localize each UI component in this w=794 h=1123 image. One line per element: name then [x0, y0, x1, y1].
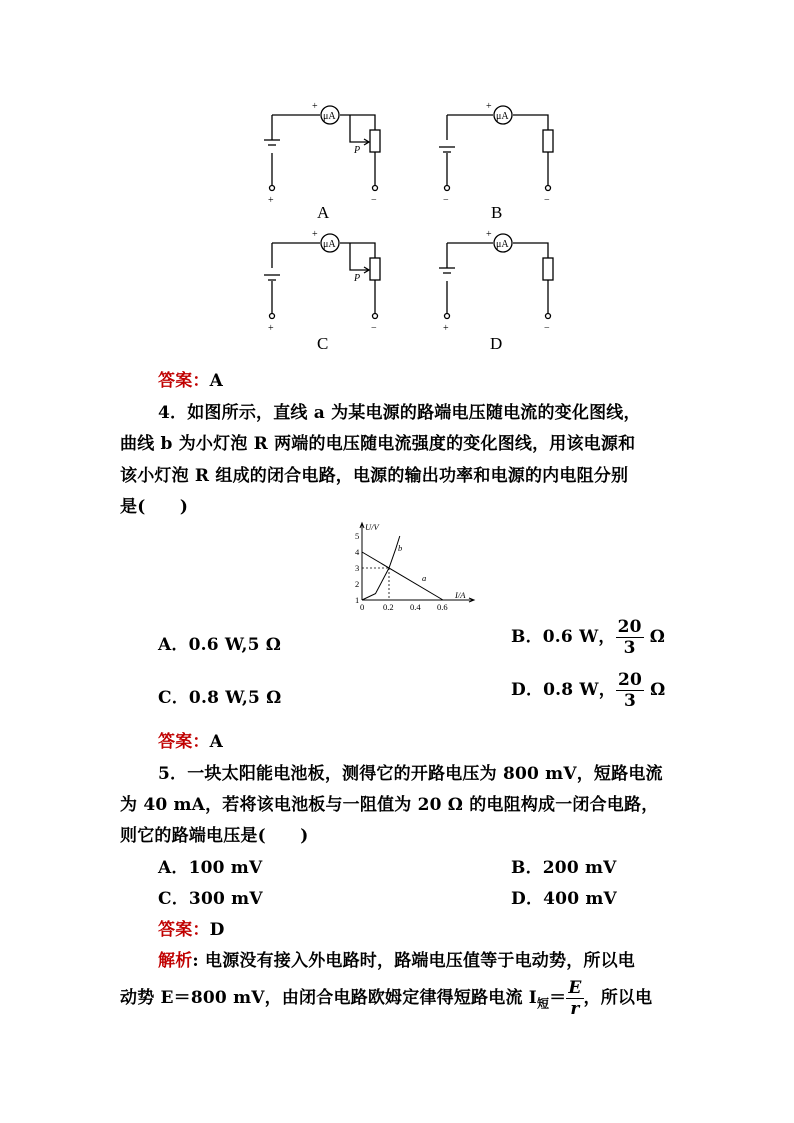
q5-option-a: A．100 mV — [158, 858, 263, 878]
term-plus-c: + — [268, 323, 274, 334]
ytick-3: 3 — [355, 563, 360, 573]
plus-c: + — [312, 229, 318, 240]
q4-line4: 是( ) — [120, 497, 189, 517]
q4-option-a: A．0.6 W,5 Ω — [158, 635, 282, 655]
term-plus-a: + — [268, 195, 274, 206]
ytick-2: 2 — [355, 579, 360, 589]
answer-value: A — [209, 732, 223, 752]
meter-label-a: μA — [323, 111, 336, 122]
ui-graph — [345, 520, 480, 612]
q5-option-b: B．200 mV — [511, 858, 617, 878]
analysis-text2b: ，所以电 — [583, 988, 653, 1008]
answer-label: 答案： — [158, 371, 210, 391]
analysis-line2 — [120, 978, 652, 1019]
label-d: D — [490, 334, 503, 353]
xtick-06: 0.6 — [437, 602, 448, 612]
label-c: C — [317, 334, 329, 353]
opt-d-num: 20 — [617, 670, 642, 690]
answer-label: 答案： — [158, 920, 210, 940]
opt-b-num: 20 — [617, 617, 642, 637]
analysis-den: r — [570, 999, 580, 1019]
term-minus-d: − — [544, 323, 550, 334]
circuit-a — [264, 106, 380, 191]
opt-b-den: 3 — [623, 638, 636, 658]
q5-answer — [158, 915, 225, 940]
plus-d: + — [486, 229, 492, 240]
analysis-sub: 短 — [536, 996, 550, 1011]
xtick-04: 0.4 — [410, 602, 421, 612]
meter-label-c: μA — [323, 239, 336, 250]
q5-option-c: C．300 mV — [158, 889, 263, 909]
q4-option-d — [511, 670, 665, 711]
opt-b-pre: B．0.6 W， — [511, 627, 616, 647]
q3-answer — [158, 366, 223, 391]
slider-c: P — [354, 273, 361, 284]
graph-ylabel: U/V — [365, 522, 379, 532]
q4-option-b — [511, 617, 665, 658]
q5-line1: 5．一块太阳能电池板，测得它的开路电压为 800 mV，短路电流 — [158, 764, 663, 784]
q4-line3: 该小灯泡 R 组成的闭合电路，电源的输出功率和电源的内电阻分别 — [120, 466, 629, 486]
opt-b-fraction — [616, 617, 644, 658]
analysis-text1: : 电源没有接入外电路时，路端电压值等于电动势，所以电 — [192, 951, 635, 971]
q4-option-c: C．0.8 W,5 Ω — [158, 688, 282, 708]
curve-a-label: a — [422, 573, 427, 583]
term-minus-b2: − — [544, 195, 550, 206]
q5-line2: 为 40 mA，若将该电池板与一阻值为 20 Ω 的电阻构成一闭合电路， — [120, 795, 659, 815]
opt-b-post: Ω — [649, 627, 666, 647]
circuit-c — [264, 234, 380, 319]
xtick-02: 0.2 — [383, 602, 394, 612]
circuit-diagrams — [250, 95, 590, 360]
slider-a: P — [354, 145, 361, 156]
answer-value: A — [209, 371, 223, 391]
graph-xlabel: I/A — [455, 590, 466, 600]
opt-d-fraction — [616, 670, 644, 711]
analysis-label: 解析 — [158, 951, 193, 971]
curve-b-label: b — [398, 543, 403, 553]
plus-b: + — [486, 101, 492, 112]
opt-d-den: 3 — [623, 691, 636, 711]
xtick-0: 0 — [360, 602, 365, 612]
term-plus-d: + — [443, 323, 449, 334]
ytick-1: 1 — [355, 595, 360, 605]
label-b: B — [491, 203, 503, 222]
analysis-text2a: 动势 E＝800 mV，由闭合电路欧姆定律得短路电流 I — [120, 988, 537, 1008]
q4-line2: 曲线 b 为小灯泡 R 两端的电压随电流强度的变化图线，用该电源和 — [120, 434, 636, 454]
term-minus-b: − — [443, 195, 449, 206]
q5-option-d: D．400 mV — [511, 889, 617, 909]
q5-line3: 则它的路端电压是( ) — [120, 826, 309, 846]
meter-label-b: μA — [496, 111, 509, 122]
analysis-fraction — [566, 978, 583, 1019]
opt-d-post: Ω — [650, 680, 666, 700]
meter-label-d: μA — [496, 239, 509, 250]
analysis-num: E — [568, 978, 582, 998]
opt-d-pre: D．0.8 W， — [511, 680, 616, 700]
term-minus-c: − — [371, 323, 377, 334]
series-a-line — [362, 552, 443, 600]
analysis-line1 — [158, 946, 635, 971]
ytick-5: 5 — [355, 531, 360, 541]
label-a: A — [317, 203, 330, 222]
plus-a: + — [312, 101, 318, 112]
answer-label: 答案： — [158, 732, 210, 752]
term-minus-a: − — [371, 195, 377, 206]
q4-line1: 4．如图所示，直线 a 为某电源的路端电压随电流的变化图线， — [158, 403, 641, 423]
q4-answer — [158, 727, 223, 752]
analysis-eq: ＝ — [549, 988, 567, 1008]
ytick-4: 4 — [355, 547, 360, 557]
answer-value: D — [209, 920, 225, 940]
